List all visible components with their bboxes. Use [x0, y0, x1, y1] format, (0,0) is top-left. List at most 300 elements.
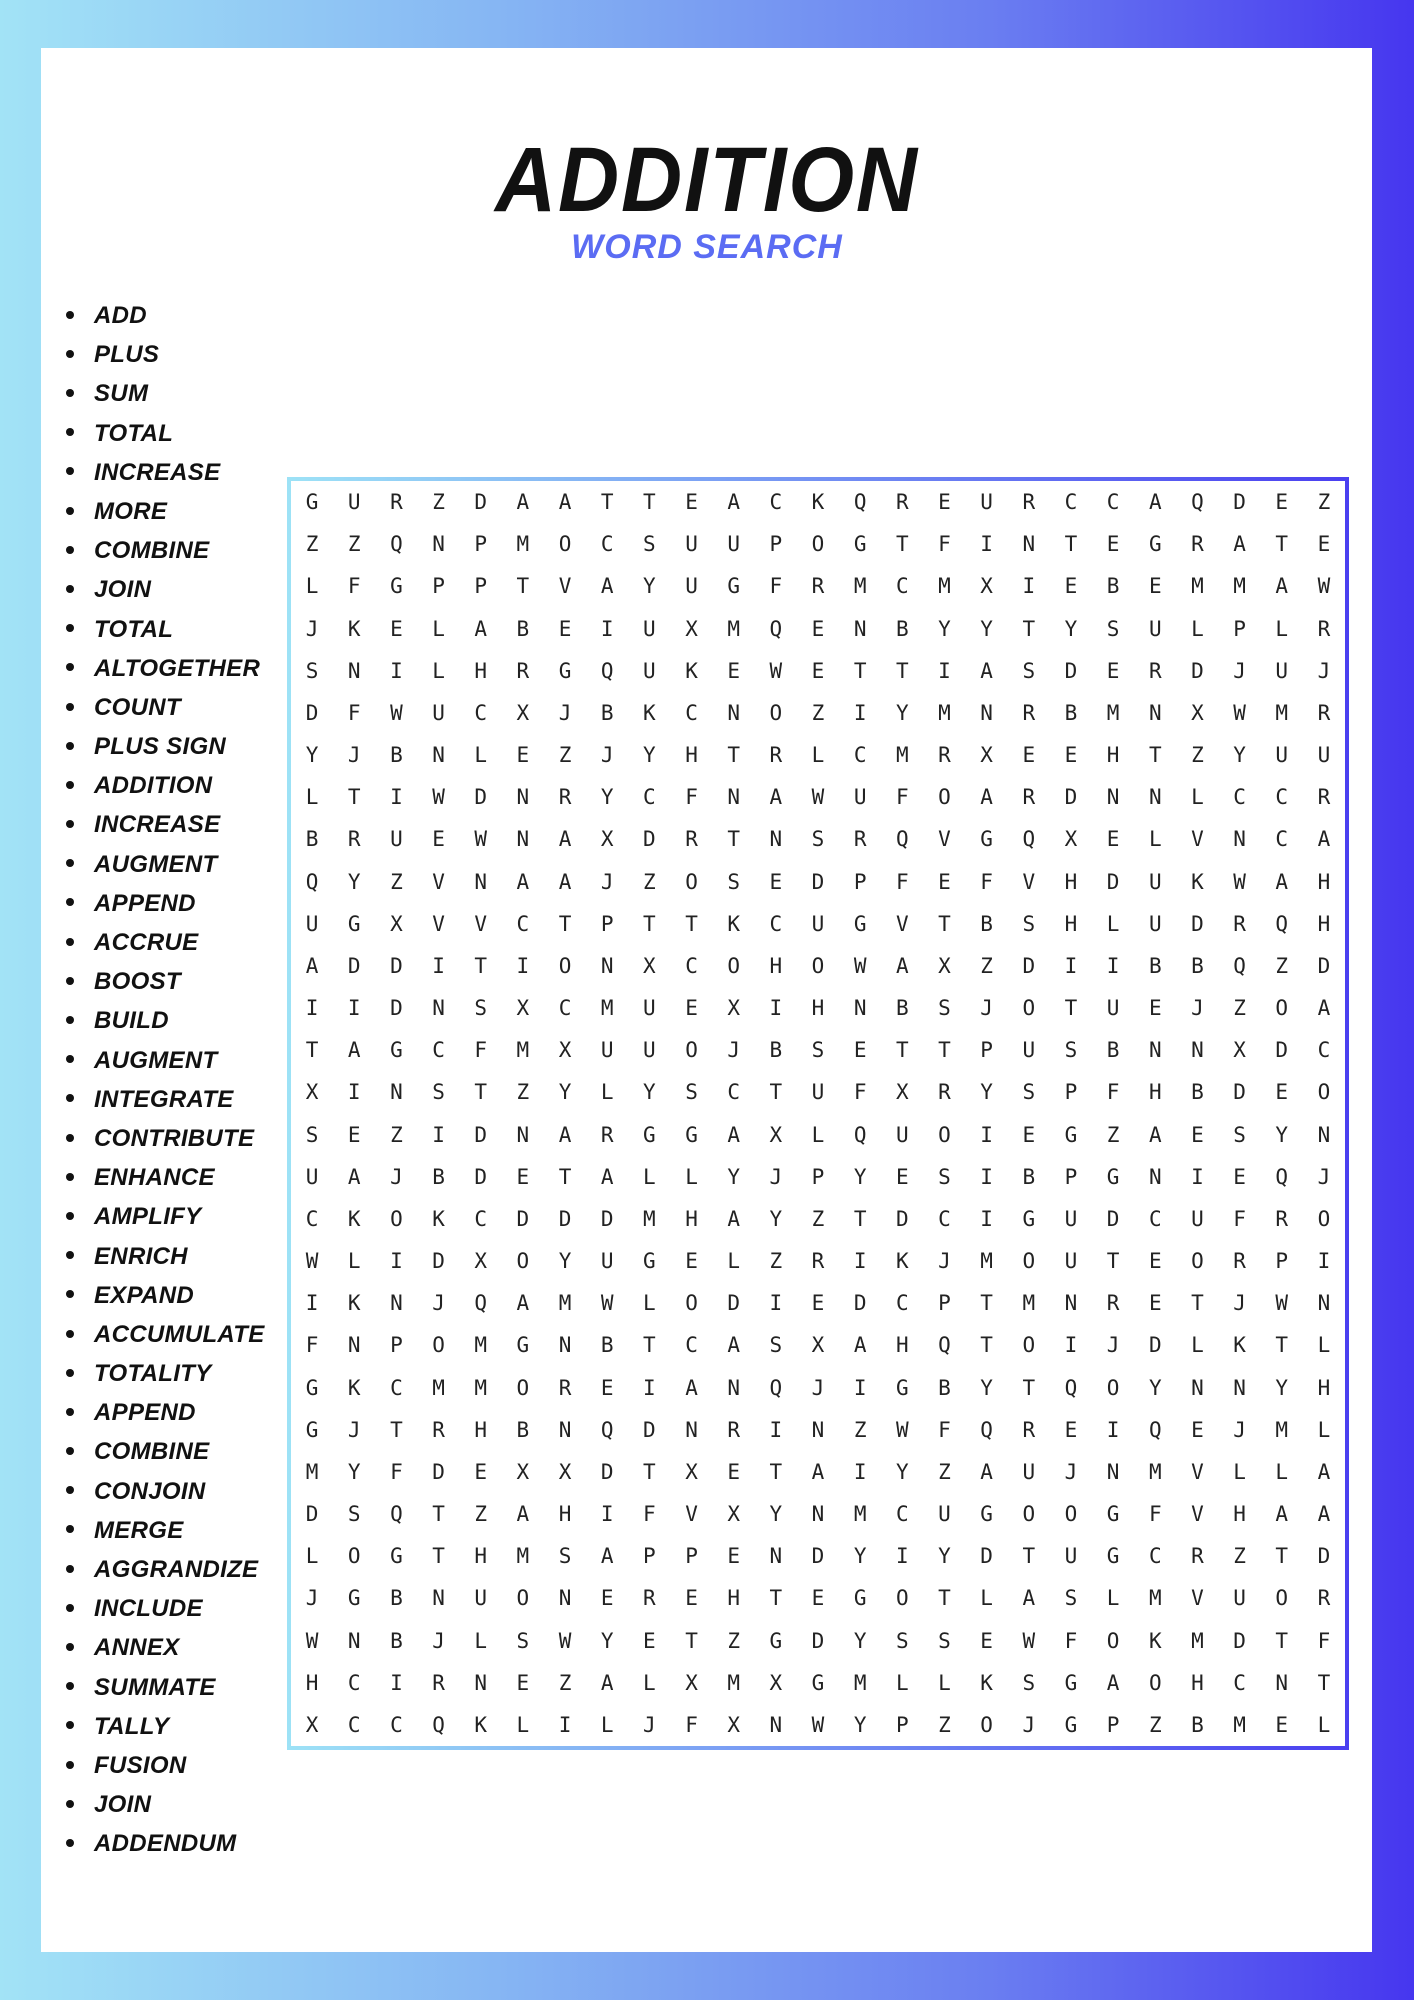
grid-letter[interactable]: D	[1064, 658, 1078, 683]
grid-letter[interactable]: W	[1317, 574, 1331, 599]
grid-letter[interactable]: A	[516, 1502, 530, 1527]
grid-letter[interactable]: M	[727, 616, 740, 641]
grid-letter[interactable]: O	[895, 1586, 909, 1611]
grid-letter[interactable]: D	[853, 1291, 867, 1316]
grid-letter[interactable]: G	[769, 1628, 783, 1653]
grid-letter[interactable]: E	[432, 827, 445, 852]
grid-letter[interactable]: U	[1022, 1459, 1036, 1484]
grid-letter[interactable]: P	[390, 1333, 403, 1358]
grid-letter[interactable]: N	[432, 743, 445, 768]
grid-letter[interactable]: U	[1275, 743, 1289, 768]
grid-letter[interactable]: M	[305, 1459, 319, 1484]
grid-letter[interactable]: N	[390, 1291, 403, 1316]
grid-letter[interactable]: X	[516, 700, 530, 725]
grid-letter[interactable]: I	[980, 532, 993, 557]
grid-letter[interactable]: Y	[980, 1080, 993, 1105]
grid-letter[interactable]: L	[347, 1249, 361, 1274]
grid-letter[interactable]: Q	[1233, 953, 1246, 978]
grid-letter[interactable]: U	[305, 1164, 319, 1189]
grid-letter[interactable]: O	[390, 1206, 403, 1231]
grid-letter[interactable]: D	[1148, 1333, 1162, 1358]
grid-letter[interactable]: R	[1022, 1417, 1036, 1442]
grid-letter[interactable]: P	[980, 1038, 993, 1063]
grid-letter[interactable]: S	[811, 827, 825, 852]
grid-letter[interactable]: O	[1064, 1502, 1078, 1527]
grid-letter[interactable]: V	[1022, 869, 1036, 894]
grid-letter[interactable]: L	[1191, 616, 1204, 641]
grid-letter[interactable]: X	[516, 1459, 530, 1484]
grid-letter[interactable]: J	[643, 1712, 656, 1737]
grid-letter[interactable]: F	[1064, 1628, 1078, 1653]
grid-letter[interactable]: N	[516, 1122, 530, 1147]
grid-letter[interactable]: D	[558, 1206, 572, 1231]
grid-letter[interactable]: J	[769, 1164, 783, 1189]
grid-letter[interactable]: B	[305, 827, 319, 852]
grid-letter[interactable]: L	[685, 1164, 698, 1189]
grid-letter[interactable]: R	[432, 1670, 445, 1695]
grid-letter[interactable]: E	[727, 1459, 740, 1484]
grid-letter[interactable]: U	[643, 996, 656, 1021]
grid-letter[interactable]: M	[853, 1502, 867, 1527]
grid-letter[interactable]: A	[980, 658, 993, 683]
grid-letter[interactable]: P	[432, 574, 445, 599]
grid-letter[interactable]: Q	[1191, 490, 1204, 515]
grid-letter[interactable]: X	[600, 827, 614, 852]
grid-letter[interactable]: R	[1317, 616, 1331, 641]
grid-letter[interactable]: E	[1233, 1164, 1246, 1189]
grid-letter[interactable]: T	[390, 1417, 403, 1442]
grid-letter[interactable]: N	[1106, 1459, 1120, 1484]
grid-letter[interactable]: N	[516, 785, 530, 810]
grid-letter[interactable]: G	[390, 574, 403, 599]
grid-letter[interactable]: U	[1148, 616, 1162, 641]
grid-letter[interactable]: L	[432, 616, 445, 641]
grid-letter[interactable]: P	[643, 1544, 656, 1569]
grid-letter[interactable]: T	[895, 532, 909, 557]
grid-letter[interactable]: F	[305, 1333, 319, 1358]
grid-letter[interactable]: D	[811, 1628, 825, 1653]
grid-letter[interactable]: X	[685, 1670, 698, 1695]
grid-letter[interactable]: D	[1191, 658, 1204, 683]
grid-letter[interactable]: S	[727, 869, 740, 894]
grid-letter[interactable]: U	[1148, 911, 1162, 936]
grid-letter[interactable]: T	[769, 1586, 783, 1611]
grid-letter[interactable]: A	[600, 1670, 614, 1695]
grid-letter[interactable]: A	[980, 1459, 993, 1484]
grid-letter[interactable]: G	[516, 1333, 530, 1358]
grid-letter[interactable]: G	[1106, 1164, 1120, 1189]
grid-letter[interactable]: F	[938, 1417, 951, 1442]
grid-letter[interactable]: J	[432, 1628, 445, 1653]
grid-letter[interactable]: E	[516, 1164, 530, 1189]
grid-letter[interactable]: G	[643, 1122, 656, 1147]
grid-letter[interactable]: I	[305, 1291, 319, 1316]
grid-letter[interactable]: T	[1275, 532, 1289, 557]
grid-letter[interactable]: Y	[558, 1249, 572, 1274]
grid-letter[interactable]: O	[516, 1249, 530, 1274]
grid-letter[interactable]: N	[1233, 1375, 1246, 1400]
grid-letter[interactable]: Z	[1106, 1122, 1120, 1147]
grid-letter[interactable]: D	[600, 1206, 614, 1231]
grid-letter[interactable]: L	[432, 658, 445, 683]
grid-letter[interactable]: M	[516, 1544, 530, 1569]
grid-letter[interactable]: Y	[980, 1375, 993, 1400]
grid-letter[interactable]: C	[1317, 1038, 1331, 1063]
grid-letter[interactable]: X	[643, 953, 656, 978]
grid-letter[interactable]: R	[1022, 700, 1036, 725]
grid-letter[interactable]: C	[600, 532, 614, 557]
grid-letter[interactable]: E	[1064, 743, 1078, 768]
grid-letter[interactable]: U	[347, 490, 361, 515]
grid-letter[interactable]: Q	[1275, 911, 1289, 936]
grid-letter[interactable]: X	[1233, 1038, 1246, 1063]
grid-letter[interactable]: S	[1022, 1670, 1036, 1695]
grid-letter[interactable]: X	[390, 911, 403, 936]
grid-letter[interactable]: G	[643, 1249, 656, 1274]
grid-letter[interactable]: D	[1022, 953, 1036, 978]
grid-letter[interactable]: Y	[643, 1080, 656, 1105]
grid-letter[interactable]: N	[853, 616, 867, 641]
grid-letter[interactable]: D	[727, 1291, 740, 1316]
grid-letter[interactable]: V	[474, 911, 488, 936]
grid-letter[interactable]: U	[727, 532, 740, 557]
grid-letter[interactable]: Z	[811, 1206, 825, 1231]
grid-letter[interactable]: D	[305, 1502, 319, 1527]
grid-letter[interactable]: M	[727, 1670, 740, 1695]
grid-letter[interactable]: T	[685, 911, 698, 936]
grid-letter[interactable]: V	[1191, 827, 1204, 852]
grid-letter[interactable]: X	[811, 1333, 825, 1358]
grid-letter[interactable]: W	[1233, 700, 1246, 725]
grid-letter[interactable]: J	[432, 1291, 445, 1316]
grid-letter[interactable]: O	[558, 953, 572, 978]
grid-letter[interactable]: F	[685, 785, 698, 810]
grid-letter[interactable]: P	[853, 869, 867, 894]
grid-letter[interactable]: D	[1275, 1038, 1289, 1063]
grid-letter[interactable]: X	[1191, 700, 1204, 725]
grid-letter[interactable]: M	[938, 574, 951, 599]
grid-letter[interactable]: P	[685, 1544, 698, 1569]
grid-letter[interactable]: H	[895, 1333, 909, 1358]
grid-letter[interactable]: M	[1022, 1291, 1036, 1316]
grid-letter[interactable]: T	[938, 1586, 951, 1611]
grid-letter[interactable]: C	[1275, 827, 1289, 852]
grid-letter[interactable]: Z	[305, 532, 319, 557]
grid-letter[interactable]: V	[895, 911, 909, 936]
grid-letter[interactable]: H	[1317, 1375, 1331, 1400]
grid-letter[interactable]: V	[558, 574, 572, 599]
grid-letter[interactable]: Y	[347, 869, 361, 894]
grid-letter[interactable]: S	[1233, 1122, 1246, 1147]
grid-letter[interactable]: S	[347, 1502, 361, 1527]
grid-letter[interactable]: A	[853, 1333, 867, 1358]
grid-letter[interactable]: N	[769, 1712, 783, 1737]
grid-letter[interactable]: N	[1148, 700, 1162, 725]
grid-letter[interactable]: X	[1064, 827, 1078, 852]
grid-letter[interactable]: Z	[558, 1670, 572, 1695]
grid-letter[interactable]: X	[727, 996, 740, 1021]
grid-letter[interactable]: B	[1191, 1080, 1204, 1105]
grid-letter[interactable]: O	[347, 1544, 361, 1569]
grid-letter[interactable]: Z	[938, 1459, 951, 1484]
grid-letter[interactable]: C	[685, 953, 698, 978]
grid-letter[interactable]: K	[432, 1206, 445, 1231]
grid-letter[interactable]: Y	[1064, 616, 1078, 641]
grid-letter[interactable]: N	[1106, 785, 1120, 810]
grid-letter[interactable]: E	[938, 869, 951, 894]
grid-letter[interactable]: Q	[432, 1712, 445, 1737]
grid-letter[interactable]: S	[1022, 911, 1036, 936]
grid-letter[interactable]: C	[769, 911, 783, 936]
grid-letter[interactable]: N	[727, 785, 740, 810]
grid-letter[interactable]: C	[432, 1038, 445, 1063]
grid-letter[interactable]: U	[980, 490, 993, 515]
grid-letter[interactable]: E	[1022, 743, 1036, 768]
grid-letter[interactable]: L	[643, 1670, 656, 1695]
grid-letter[interactable]: D	[980, 1544, 993, 1569]
grid-letter[interactable]: T	[600, 490, 614, 515]
grid-letter[interactable]: V	[1191, 1502, 1204, 1527]
grid-letter[interactable]: M	[474, 1375, 488, 1400]
grid-letter[interactable]: Z	[727, 1628, 740, 1653]
grid-letter[interactable]: A	[558, 869, 572, 894]
grid-letter[interactable]: E	[1317, 532, 1331, 557]
grid-letter[interactable]: G	[980, 1502, 993, 1527]
grid-letter[interactable]: S	[895, 1628, 909, 1653]
grid-letter[interactable]: V	[685, 1502, 698, 1527]
grid-letter[interactable]: J	[1106, 1333, 1120, 1358]
grid-letter[interactable]: U	[643, 1038, 656, 1063]
grid-letter[interactable]: Z	[390, 869, 403, 894]
grid-letter[interactable]: E	[1106, 532, 1120, 557]
grid-letter[interactable]: E	[1064, 574, 1078, 599]
grid-letter[interactable]: L	[600, 1080, 614, 1105]
grid-letter[interactable]: H	[727, 1586, 740, 1611]
grid-letter[interactable]: O	[1317, 1206, 1331, 1231]
grid-letter[interactable]: E	[516, 743, 530, 768]
grid-letter[interactable]: N	[474, 1670, 488, 1695]
grid-letter[interactable]: Y	[895, 700, 909, 725]
grid-letter[interactable]: I	[1022, 574, 1036, 599]
grid-letter[interactable]: M	[516, 1038, 530, 1063]
grid-letter[interactable]: G	[347, 1586, 361, 1611]
grid-letter[interactable]: C	[853, 743, 867, 768]
grid-letter[interactable]: L	[474, 743, 488, 768]
grid-letter[interactable]: U	[1233, 1586, 1246, 1611]
grid-letter[interactable]: I	[853, 1249, 867, 1274]
grid-letter[interactable]: M	[558, 1291, 572, 1316]
grid-letter[interactable]: S	[305, 1122, 319, 1147]
grid-letter[interactable]: I	[390, 1670, 403, 1695]
grid-letter[interactable]: Q	[390, 1502, 403, 1527]
grid-letter[interactable]: Y	[980, 616, 993, 641]
grid-letter[interactable]: Z	[516, 1080, 530, 1105]
grid-letter[interactable]: F	[769, 574, 783, 599]
grid-letter[interactable]: Z	[811, 700, 825, 725]
grid-letter[interactable]: G	[1106, 1544, 1120, 1569]
grid-letter[interactable]: H	[474, 1417, 488, 1442]
grid-letter[interactable]: L	[305, 785, 319, 810]
grid-letter[interactable]: G	[1064, 1670, 1078, 1695]
grid-letter[interactable]: U	[811, 911, 825, 936]
grid-letter[interactable]: H	[1233, 1502, 1246, 1527]
grid-letter[interactable]: L	[1275, 1459, 1289, 1484]
grid-letter[interactable]: X	[980, 574, 993, 599]
grid-letter[interactable]: D	[600, 1459, 614, 1484]
grid-letter[interactable]: D	[1106, 1206, 1120, 1231]
grid-letter[interactable]: S	[432, 1080, 445, 1105]
grid-letter[interactable]: B	[1064, 700, 1078, 725]
grid-letter[interactable]: N	[600, 953, 614, 978]
grid-letter[interactable]: R	[938, 1080, 951, 1105]
grid-letter[interactable]: Q	[980, 1417, 993, 1442]
grid-letter[interactable]: H	[685, 743, 698, 768]
grid-letter[interactable]: G	[305, 1375, 319, 1400]
grid-letter[interactable]: E	[811, 616, 825, 641]
grid-letter[interactable]: T	[643, 911, 656, 936]
grid-letter[interactable]: U	[1064, 1206, 1078, 1231]
grid-letter[interactable]: E	[1106, 827, 1120, 852]
grid-letter[interactable]: U	[811, 1080, 825, 1105]
grid-letter[interactable]: T	[474, 953, 488, 978]
grid-letter[interactable]: C	[1148, 1544, 1162, 1569]
grid-letter[interactable]: R	[1022, 490, 1036, 515]
grid-letter[interactable]: F	[1106, 1080, 1120, 1105]
grid-letter[interactable]: A	[600, 1164, 614, 1189]
grid-letter[interactable]: W	[811, 1712, 825, 1737]
grid-letter[interactable]: G	[685, 1122, 698, 1147]
grid-letter[interactable]: M	[853, 1670, 867, 1695]
grid-letter[interactable]: U	[1064, 1544, 1078, 1569]
grid-letter[interactable]: A	[600, 574, 614, 599]
grid-letter[interactable]: F	[895, 785, 909, 810]
grid-letter[interactable]: K	[474, 1712, 488, 1737]
grid-letter[interactable]: V	[432, 869, 445, 894]
grid-letter[interactable]: J	[1233, 1417, 1246, 1442]
grid-letter[interactable]: D	[1106, 869, 1120, 894]
grid-letter[interactable]: M	[1148, 1459, 1162, 1484]
grid-letter[interactable]: A	[558, 827, 572, 852]
grid-letter[interactable]: P	[1275, 1249, 1289, 1274]
grid-letter[interactable]: A	[474, 616, 488, 641]
grid-letter[interactable]: O	[432, 1333, 445, 1358]
grid-letter[interactable]: N	[769, 1544, 783, 1569]
grid-letter[interactable]: O	[938, 1122, 951, 1147]
grid-letter[interactable]: E	[769, 869, 783, 894]
grid-letter[interactable]: P	[474, 574, 488, 599]
grid-letter[interactable]: T	[474, 1080, 488, 1105]
grid-letter[interactable]: L	[516, 1712, 530, 1737]
grid-letter[interactable]: A	[727, 1333, 740, 1358]
grid-letter[interactable]: D	[474, 1122, 488, 1147]
grid-letter[interactable]: B	[895, 996, 909, 1021]
grid-letter[interactable]: U	[600, 1038, 614, 1063]
grid-letter[interactable]: S	[558, 1544, 572, 1569]
grid-letter[interactable]: U	[1275, 658, 1289, 683]
grid-letter[interactable]: S	[938, 996, 951, 1021]
grid-letter[interactable]: X	[980, 743, 993, 768]
grid-letter[interactable]: X	[305, 1712, 319, 1737]
grid-letter[interactable]: Q	[938, 1333, 951, 1358]
grid-letter[interactable]: R	[558, 785, 572, 810]
grid-letter[interactable]: R	[853, 827, 867, 852]
grid-letter[interactable]: Z	[853, 1417, 867, 1442]
grid-letter[interactable]: A	[1317, 996, 1331, 1021]
grid-letter[interactable]: D	[474, 785, 488, 810]
grid-letter[interactable]: C	[390, 1375, 403, 1400]
grid-letter[interactable]: R	[516, 658, 530, 683]
grid-letter[interactable]: D	[474, 490, 488, 515]
grid-letter[interactable]: A	[516, 490, 530, 515]
grid-letter[interactable]: Z	[432, 490, 445, 515]
grid-letter[interactable]: A	[685, 1375, 698, 1400]
grid-letter[interactable]: A	[1233, 532, 1246, 557]
grid-letter[interactable]: Z	[643, 869, 656, 894]
grid-letter[interactable]: N	[853, 996, 867, 1021]
grid-letter[interactable]: P	[811, 1164, 825, 1189]
grid-letter[interactable]: U	[1064, 1249, 1078, 1274]
grid-letter[interactable]: L	[980, 1586, 993, 1611]
grid-letter[interactable]: Q	[474, 1291, 488, 1316]
grid-letter[interactable]: U	[895, 1122, 909, 1147]
grid-letter[interactable]: E	[685, 1249, 698, 1274]
grid-letter[interactable]: C	[643, 785, 656, 810]
grid-letter[interactable]: M	[643, 1206, 656, 1231]
grid-letter[interactable]: B	[600, 1333, 614, 1358]
grid-letter[interactable]: A	[516, 869, 530, 894]
grid-letter[interactable]: C	[685, 1333, 698, 1358]
grid-letter[interactable]: F	[1148, 1502, 1162, 1527]
grid-letter[interactable]: L	[305, 574, 319, 599]
grid-letter[interactable]: T	[347, 785, 361, 810]
grid-letter[interactable]: F	[347, 574, 361, 599]
grid-letter[interactable]: Z	[390, 1122, 403, 1147]
grid-letter[interactable]: T	[305, 1038, 319, 1063]
grid-letter[interactable]: R	[1191, 532, 1204, 557]
grid-letter[interactable]: Q	[600, 658, 614, 683]
grid-letter[interactable]: Y	[895, 1459, 909, 1484]
grid-letter[interactable]: A	[1148, 1122, 1162, 1147]
grid-letter[interactable]: W	[305, 1628, 319, 1653]
grid-letter[interactable]: Y	[600, 1628, 614, 1653]
grid-letter[interactable]: D	[1064, 785, 1078, 810]
grid-letter[interactable]: U	[853, 785, 867, 810]
grid-letter[interactable]: J	[1317, 1164, 1331, 1189]
grid-letter[interactable]: A	[1275, 1502, 1289, 1527]
grid-letter[interactable]: N	[685, 1417, 698, 1442]
grid-letter[interactable]: A	[769, 785, 783, 810]
grid-letter[interactable]: E	[938, 490, 951, 515]
grid-letter[interactable]: C	[516, 911, 530, 936]
grid-letter[interactable]: A	[1148, 490, 1162, 515]
grid-letter[interactable]: T	[1148, 743, 1162, 768]
grid-letter[interactable]: N	[432, 1586, 445, 1611]
grid-letter[interactable]: S	[938, 1628, 951, 1653]
grid-letter[interactable]: M	[853, 574, 867, 599]
grid-letter[interactable]: O	[1148, 1670, 1162, 1695]
grid-letter[interactable]: C	[895, 1502, 909, 1527]
grid-letter[interactable]: I	[390, 658, 403, 683]
grid-letter[interactable]: I	[769, 1291, 783, 1316]
grid-letter[interactable]: A	[305, 953, 319, 978]
grid-letter[interactable]: M	[474, 1333, 488, 1358]
grid-letter[interactable]: N	[1148, 1038, 1162, 1063]
grid-letter[interactable]: C	[727, 1080, 740, 1105]
grid-letter[interactable]: A	[727, 1206, 740, 1231]
grid-letter[interactable]: E	[600, 1375, 614, 1400]
grid-letter[interactable]: Q	[305, 869, 319, 894]
grid-letter[interactable]: B	[390, 1586, 403, 1611]
